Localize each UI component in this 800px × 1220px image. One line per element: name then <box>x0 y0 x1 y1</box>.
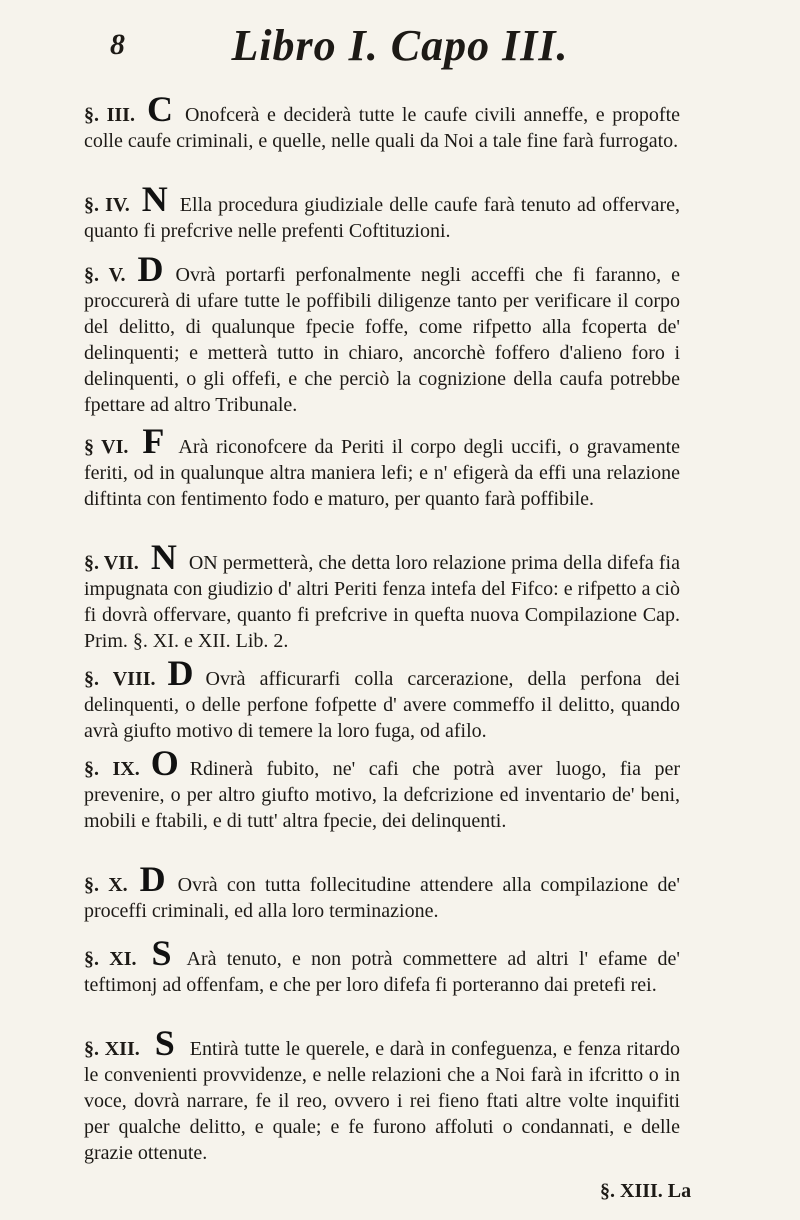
section-label: §. IX. <box>84 758 140 780</box>
section-text: Entirà tutte le querele, e darà in confeguenza, e fenza ritardo le convenienti provvidenze, e nelle relazioni che a Noi farà in ifcritto o in voce, dovrà narrare, fe il reo, ovvero i rei fieno ftati altre volte inquifiti per qualche delitto, e quale; e fe furono affoluti o condannati, e delle grazie ottenute. <box>84 1038 680 1164</box>
section-5 <box>84 249 680 418</box>
section-11 <box>84 933 680 998</box>
section-10 <box>84 859 680 924</box>
running-title: Libro I. Capo III. <box>231 21 569 70</box>
section-label: §. XII. <box>84 1038 140 1060</box>
section-8 <box>84 653 681 744</box>
section-text: Ella procedura giudiziale delle caufe farà tenuto ad offervare, quanto fi prefcrive nelle prefenti Coftituzioni. <box>84 194 680 242</box>
decorated-initial: D <box>167 653 194 693</box>
section-label: §. VII. <box>84 552 139 574</box>
page-header <box>0 20 800 70</box>
decorated-initial: O <box>150 743 179 783</box>
decorated-initial: C <box>146 89 173 129</box>
decorated-initial: N <box>150 537 177 577</box>
decorated-initial: D <box>139 859 166 899</box>
section-6 <box>84 421 680 512</box>
catchword: §. XIII. La <box>600 1180 692 1202</box>
section-12 <box>84 1023 680 1166</box>
section-text: Ovrà con tutta follecitudine attendere alla compilazione de' proceffi criminali, ed alla loro terminazione. <box>84 874 680 922</box>
section-7 <box>84 537 680 654</box>
decorated-initial: F <box>142 421 165 461</box>
section-text: ON permetterà, che detta loro relazione prima della difefa fia impugnata con giudizio d' altri Periti fenza intefa del Fifco: e rifpetto a ciò fi dovrà offervare, quanto fi prefcrive in quefta nuova Compilazione Cap. Prim. §. XI. e XII. Lib. 2. <box>84 552 680 652</box>
section-text: Ovrà afficurarfi colla carcerazione, della perfona dei delinquenti, o delle perfone fofpette d' avere commeffo il delitto, quando avrà giufto motivo di temere la loro fuga, od afilo. <box>84 668 681 742</box>
section-label: § VI. <box>84 436 129 458</box>
section-text: Arà riconofcere da Periti il corpo degli uccifi, o gravamente feriti, od in qualunque altra maniera lefi; e n' efigerà da effi una relazione diftinta con fentimento fodo e maturo, per quanto farà poffibile. <box>84 436 680 510</box>
section-4 <box>84 179 680 244</box>
section-text: Ovrà portarfi perfonalmente negli acceffi che fi faranno, e proccurerà di ufare tutte le poffibili diligenze tanto per verificare il corpo del delitto, di qualunque fpecie foffe, come rifpetto alla fcoperta de' delinquenti; e metterà tutto in chiaro, ancorchè foffero d'alieno foro i delinquenti, o gli offefi, e che perciò la cognizione della caufa potrebbe fpettare ad altro Tribunale. <box>84 264 680 416</box>
section-label: §. V. <box>84 264 126 286</box>
decorated-initial: S <box>151 933 172 973</box>
section-text: Onofcerà e deciderà tutte le caufe civili anneffe, e propofte colle caufe criminali, e quelle, nelle quali da Noi a tale fine farà furrogato. <box>84 104 681 152</box>
section-9 <box>84 743 681 834</box>
section-label: §. III. <box>84 104 135 126</box>
decorated-initial: N <box>141 179 168 219</box>
section-label: §. X. <box>84 874 128 896</box>
decorated-initial: S <box>154 1023 175 1063</box>
section-3 <box>84 89 681 154</box>
section-label: §. XI. <box>84 948 137 970</box>
section-label: §. VIII. <box>84 668 156 690</box>
decorated-initial: D <box>137 249 164 289</box>
section-text: Arà tenuto, e non potrà commettere ad altri l' efame de' teftimonj ad offenfam, e che per loro difefa fi porteranno dai pretefi rei. <box>84 948 680 996</box>
section-text: Rdinerà fubito, ne' cafi che potrà aver luogo, fia per prevenire, o per altro giufto motivo, la defcrizione ed inventario de' beni, mobili e ftabili, e di tutt' altra fpecie, dei delinquenti. <box>84 758 681 832</box>
section-label: §. IV. <box>84 194 130 216</box>
page-number: 8 <box>110 28 125 61</box>
